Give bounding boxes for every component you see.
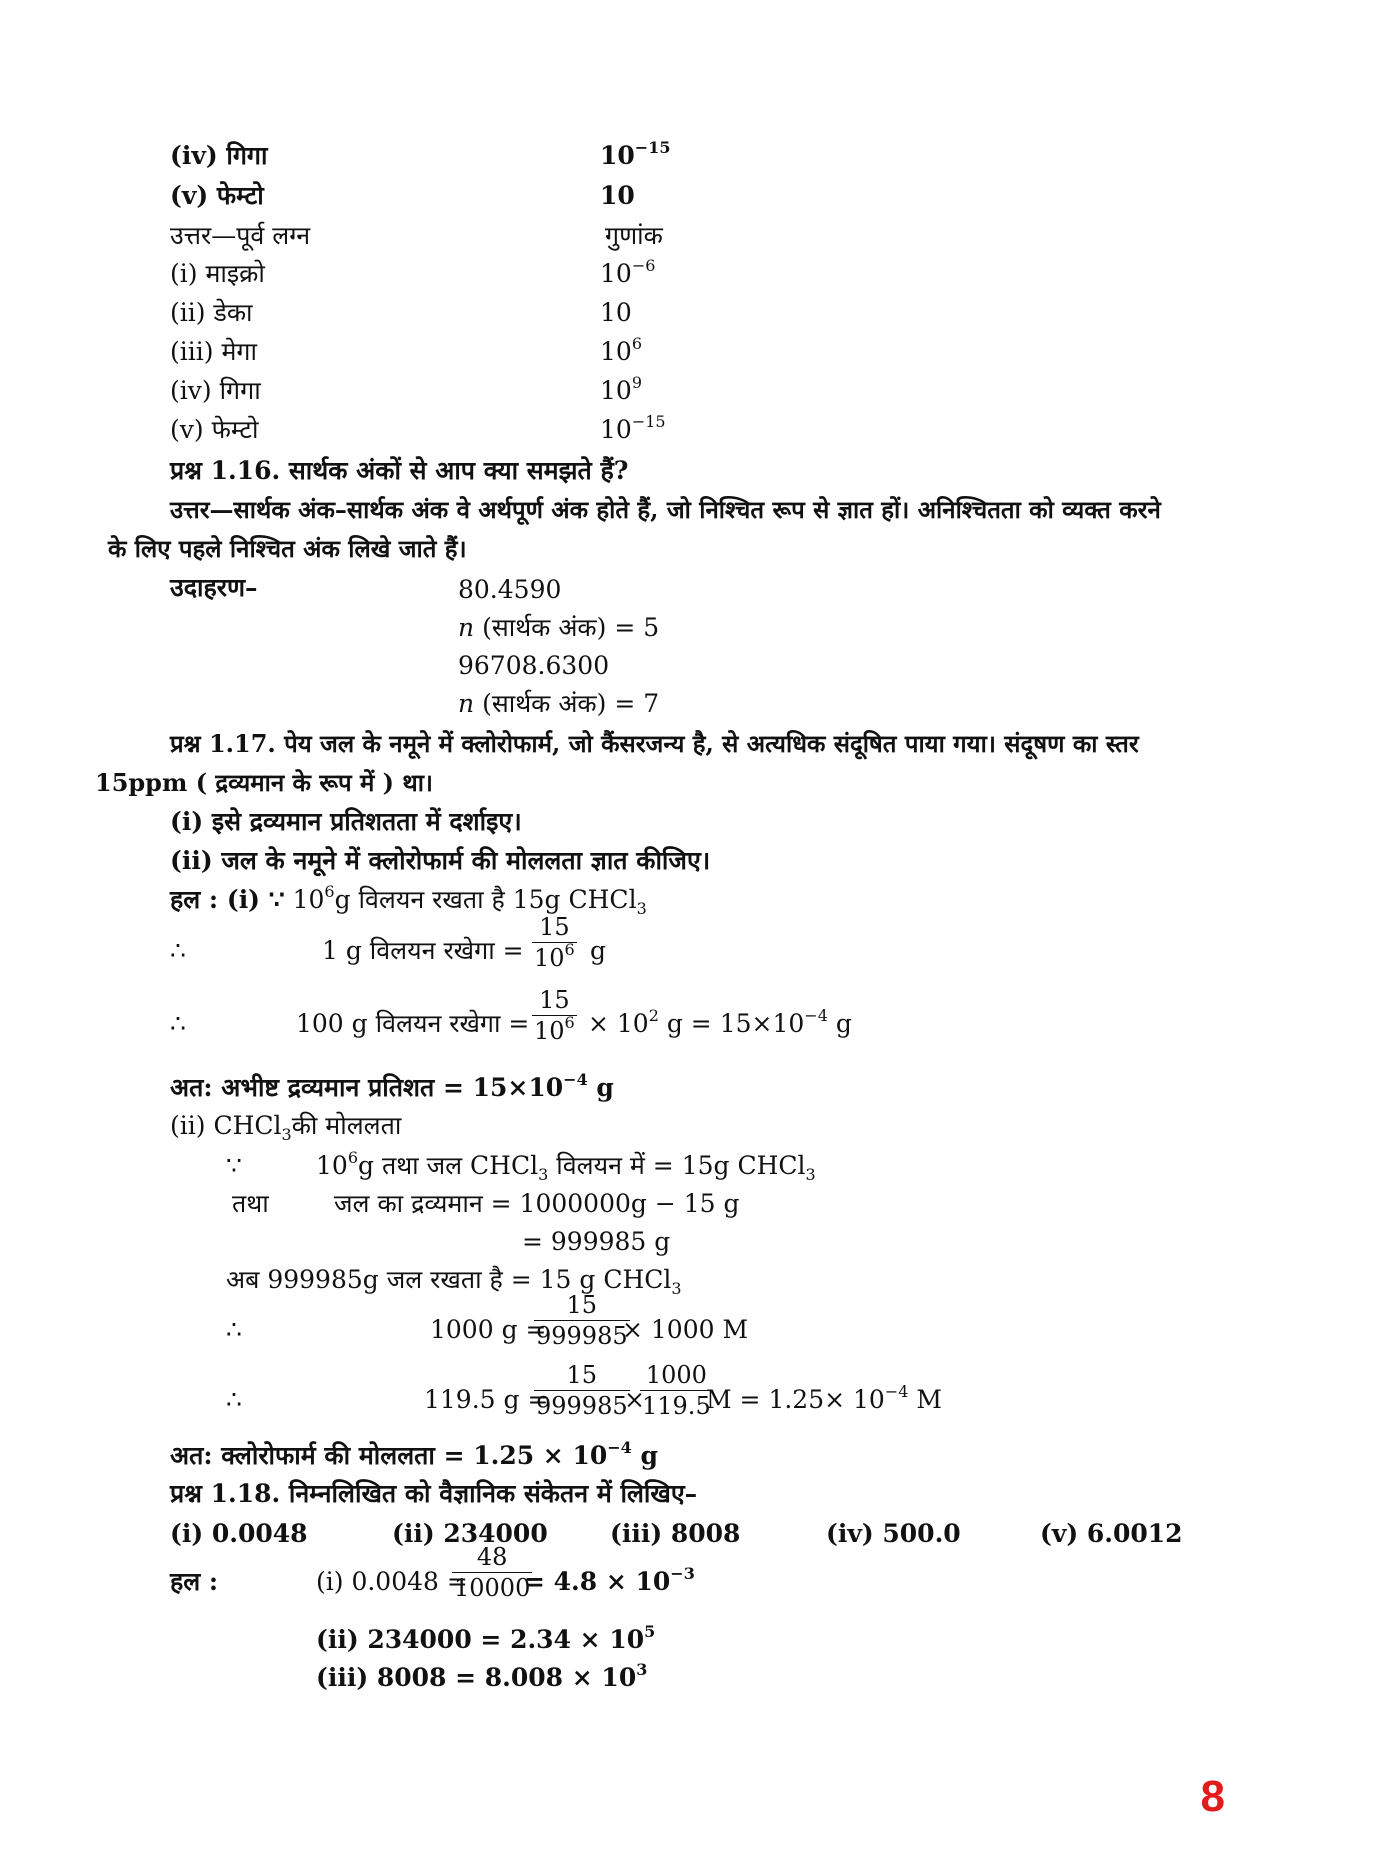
example-1-value: 80.4590 [458, 575, 562, 604]
question-1-18: प्रश्न 1.18. निम्नलिखित को वैज्ञानिक संकेतन में लिखिए– [170, 1479, 698, 1508]
ans-row-label: (i) माइक्रो [170, 259, 265, 288]
ans-row-value: $10^{-6}$ [600, 256, 656, 288]
solution-line: हल : (i) ∵ $10^6g$ विलयन रखता है 15g CHCl$_3$ [170, 882, 647, 918]
solution-label: हल : [170, 1567, 219, 1596]
question-1-17-line1: प्रश्न 1.17. पेय जल के नमूने में क्लोरोफार्म, जो कैंसरजन्य है, से अत्यधिक संदूषित पाया गया। संदूषण का स्तर [170, 729, 1139, 758]
solution-2: (ii) $234000 = 2.34 \times 10^5$ [316, 1622, 656, 1654]
fraction-1000-over-119-5: $\frac{1000}{119.5}$ [642, 1361, 711, 1420]
ans-row-value: 10 [600, 298, 632, 327]
fraction-15-over-999985: $\frac{15}{999985}$ [536, 1291, 628, 1350]
therefore-symbol: ∴ [226, 1385, 242, 1414]
therefore-symbol: ∴ [170, 936, 186, 965]
page-number: 8 [1200, 1772, 1225, 1821]
row-femto-value: 10 [600, 181, 635, 210]
because-symbol: ∵ [226, 1151, 242, 1180]
answer-head-right: गुणांक [605, 221, 663, 250]
multiply-sign: × [624, 1385, 645, 1414]
answer-1-16-line1: उत्तर—सार्थक अंक–सार्थक अंक वे अर्थपूर्ण अंक होते हैं, जो निश्चित रूप से ज्ञात हों। अनिश्चितता को व्यक्त करने [170, 495, 1161, 524]
solution-1-right: = $4.8 \times 10^{-3}$ [524, 1564, 695, 1596]
item-1: (i) 0.0048 [170, 1519, 308, 1548]
fraction-48-over-10000: $\frac{48}{10000}$ [454, 1543, 531, 1602]
fraction-15-over-999985: $\frac{15}{999985}$ [536, 1361, 628, 1420]
solution-1-left: (i) 0.0048 = [316, 1567, 468, 1596]
item-5: (v) 6.0012 [1040, 1519, 1183, 1548]
part-ii-heading: (ii) CHCl$_3$की मोललता [170, 1111, 402, 1144]
ans-row-label: (v) फेम्टो [170, 415, 259, 444]
example-1-sigfig: n (सार्थक अंक) = 5 [458, 613, 660, 642]
answer-head-left: उत्तर—पूर्व लग्न [170, 221, 311, 250]
molality-eq-1-right: × 1000 M [622, 1315, 749, 1344]
ans-row-value: $10^{-15}$ [600, 412, 666, 444]
result-mass-percent: अत: अभीष्ट द्रव्यमान प्रतिशत = $15\times 10^{-4}$ g [170, 1070, 614, 1102]
row-femto-label: (v) फेम्टो [170, 181, 264, 210]
ans-row-label: (iv) गिगा [170, 376, 261, 405]
example-label: उदाहरण– [170, 573, 258, 602]
fraction-15-over-10e6: $\frac{15}{10^6}$ [534, 913, 575, 972]
question-1-17-part2: (ii) जल के नमूने में क्लोरोफार्म की मोललता ज्ञात कीजिए। [170, 846, 711, 875]
item-4: (iv) 500.0 [826, 1519, 961, 1548]
ans-row-value: $10^9$ [600, 373, 642, 405]
solution-3: (iii) $8008 = 8.008 \times 10^3$ [316, 1660, 648, 1692]
molality-line-4: अब 999985g जल रखता है = 15 g CHCl$_3$ [226, 1265, 682, 1298]
question-1-16: प्रश्न 1.16. सार्थक अंकों से आप क्या समझते हैं? [170, 456, 629, 485]
ans-row-value: $10^6$ [600, 334, 642, 366]
ans-row-label: (iii) मेगा [170, 337, 257, 366]
ans-row-label: (ii) डेका [170, 298, 253, 327]
and-label: तथा [232, 1189, 269, 1218]
molality-eq-1-left: 1000 g = [430, 1315, 547, 1344]
row-giga-label: (iv) गिगा [170, 141, 268, 170]
molality-line-2: जल का द्रव्यमान = 1000000g − 15 g [334, 1189, 740, 1218]
item-2: (ii) 234000 [392, 1519, 548, 1548]
molality-line-3: = 999985 g [522, 1227, 671, 1256]
molality-line-1: $10^6g$ तथा जल CHCl$_3$ विलयन में = 15g CHCl$_3$ [316, 1148, 816, 1184]
question-1-17-line2: 15ppm ( द्रव्यमान के रूप में ) था। [95, 768, 434, 797]
answer-1-16-line2: के लिए पहले निश्चित अंक लिखे जाते हैं। [108, 534, 467, 563]
fraction-15-over-10e6: $\frac{15}{10^6}$ [534, 986, 575, 1045]
item-3: (iii) 8008 [610, 1519, 741, 1548]
therefore-symbol: ∴ [226, 1315, 242, 1344]
question-1-17-part1: (i) इसे द्रव्यमान प्रतिशतता में दर्शाइए। [170, 807, 522, 836]
therefore-symbol: ∴ [170, 1009, 186, 1038]
equation-1-left: 1 g विलयन रखेगा = [322, 936, 524, 965]
molality-eq-2-left: 119.5 g = [424, 1385, 549, 1414]
example-2-sigfig: n (सार्थक अंक) = 7 [458, 689, 660, 718]
equation-2-left: 100 g विलयन रखेगा = [296, 1009, 530, 1038]
unit-g: g [590, 936, 607, 965]
equation-2-right: × $10^2$ $g = 15\times 10^{-4}$ g [588, 1006, 852, 1038]
molality-eq-2-right: $M = 1.25\times 10^{-4}$ M [706, 1382, 942, 1414]
example-2-value: 96708.6300 [458, 651, 610, 680]
result-molality: अत: क्लोरोफार्म की मोललता = $1.25 \times 10^{-4}$ g [170, 1438, 658, 1470]
row-giga-value: $10^{-15}$ [600, 138, 671, 170]
